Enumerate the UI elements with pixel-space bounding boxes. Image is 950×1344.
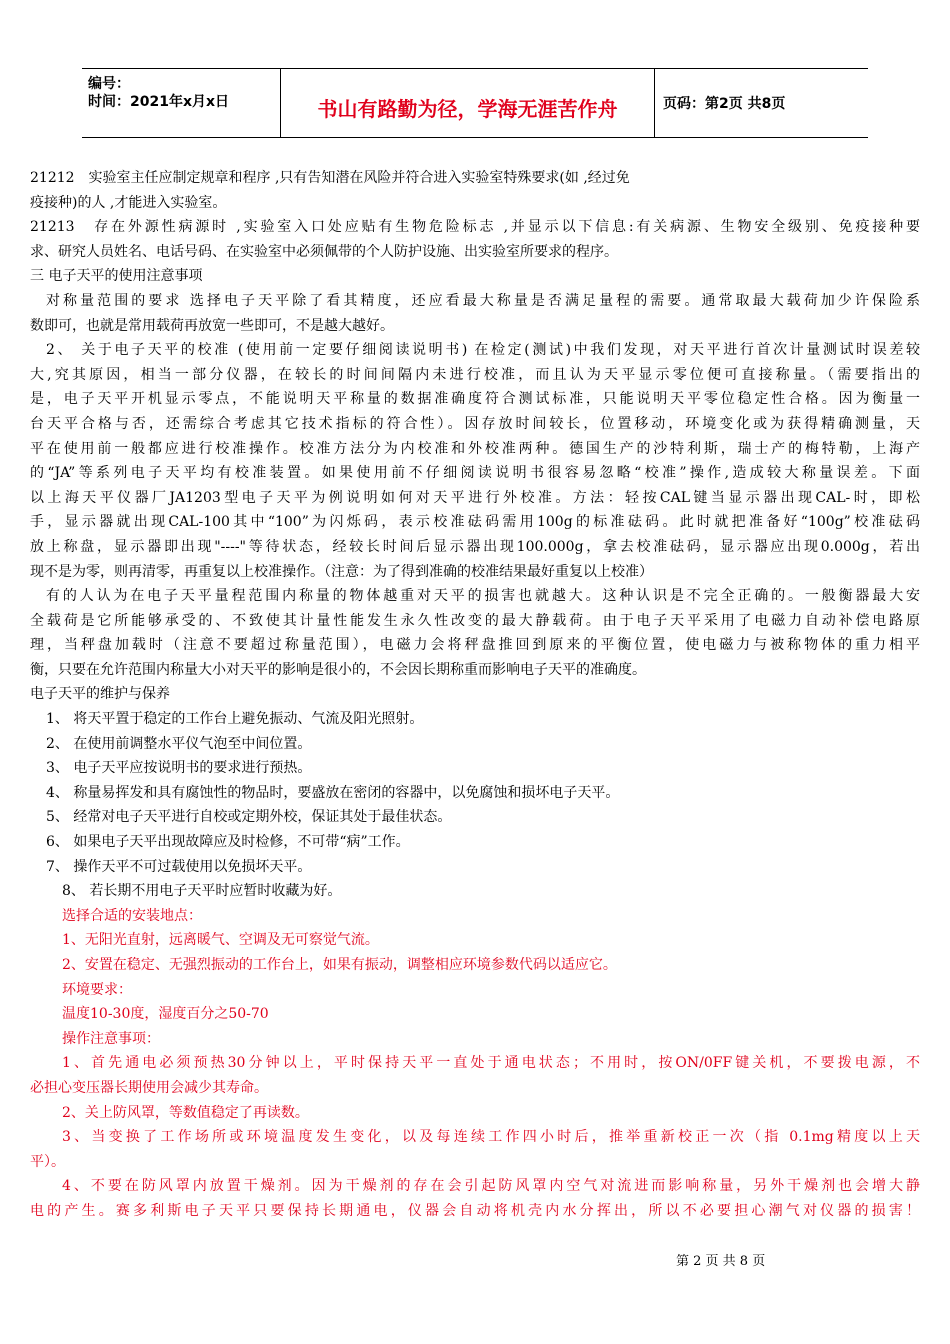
list-item: 5、 经常对电子天平进行自校或定期外校，保证其处于最佳状态。 bbox=[46, 809, 452, 826]
list-item: 3、 电子天平应按说明书的要求进行预热。 bbox=[46, 760, 312, 777]
text-line: 对称量范围的要求 选择电子天平除了看其精度，还应看最大称量是否满足量程的需要。通常取最大载荷加少许保险系 bbox=[46, 292, 920, 309]
page-info: 页码：第2页 共8页 bbox=[663, 96, 786, 112]
red-heading: 操作注意事项： bbox=[62, 1030, 160, 1047]
list-item: 2、 在使用前调整水平仪气泡至中间位置。 bbox=[46, 735, 312, 752]
red-text-line: 1、首先通电必须预热30分钟以上，平时保持天平一直处于通电状态；不用时，按ON/0FF键关机，不要拨电源，不 bbox=[62, 1055, 920, 1072]
list-item: 8、 若长期不用电子天平时应暂时收藏为好。 bbox=[62, 883, 342, 900]
list-item: 4、 称量易挥发和具有腐蚀性的物品时，要盛放在密闭的容器中，以免腐蚀和损坏电子天平。 bbox=[46, 784, 620, 801]
red-text-line: 3、当变换了工作场所或环境温度发生变化，以及每连续工作四小时后，推举重新校正一次（指 0.1mg精度以上天 bbox=[62, 1129, 920, 1146]
list-item: 1、 将天平置于稳定的工作台上避免振动、气流及阳光照射。 bbox=[46, 711, 424, 728]
red-text-line: 必担心变压器长期使用会减少其寿命。 bbox=[30, 1079, 268, 1096]
text-line: 现不是为零，则再清零，再重复以上校准操作。（注意：为了得到准确的校准结果最好重复以上校准） bbox=[30, 563, 653, 580]
text-line: 疫接种)的人 ,才能进入实验室。 bbox=[30, 194, 227, 211]
text-line: 以上海天平仪器厂JA1203型电子天平为例说明如何对天平进行外校准。方法：轻按CAL键当显示器出现CAL-时，即松 bbox=[30, 489, 920, 506]
code-label: 编号： bbox=[88, 76, 130, 92]
header-motto-cell bbox=[281, 69, 655, 137]
motto: 书山有路勤为径，学海无涯苦作舟 bbox=[317, 97, 618, 121]
text-line: 大,究其原因，相当一部分仪器，在较长的时间间隔内未进行校准，而且认为天平显示零位便可直接称量。（需要指出的 bbox=[30, 366, 920, 383]
red-text-line: 4、不要在防风罩内放置干燥剂。因为干燥剂的存在会引起防风罩内空气对流进而影响称量，另外干燥剂也会增大静 bbox=[62, 1178, 920, 1195]
text-line: 手，显示器就出现CAL-100其中“100”为闪烁码，表示校准砝码需用100g的标准砝码。此时就把准备好“100g”校准砝码 bbox=[30, 514, 920, 531]
text-line: 21212 实验室主任应制定规章和程序 ,只有告知潜在风险并符合进入实验室特殊要求(如 ,经过免 bbox=[30, 170, 630, 186]
text-line: 2、 关于电子天平的校准 (使用前一定要仔细阅读说明书) 在检定(测试)中我们发现，对天平进行首次计量测试时误差较 bbox=[46, 342, 920, 359]
text-line: 台天平合格与否，还需综合考虑其它技术指标的符合性）。因存放时间较长，位置移动，环境变化或为获得精确测量，天 bbox=[30, 415, 920, 432]
page-header bbox=[82, 68, 868, 138]
list-item: 7、 操作天平不可过载使用以免损坏天平。 bbox=[46, 858, 312, 875]
header-info-cell bbox=[82, 69, 281, 137]
red-text-line: 温度10-30度，湿度百分之50-70 bbox=[62, 1006, 269, 1023]
text-line: 是，电子天平开机显示零点，不能说明天平称量的数据准确度符合测试标准，只能说明天平零位稳定性合格。因为衡量一 bbox=[30, 391, 920, 408]
text-line: 平在使用前一般都应进行校准操作。校准方法分为内校准和外校准两种。德国生产的沙特利斯，瑞士产的梅特勒，上海产 bbox=[30, 440, 920, 457]
page-footer: 第 2 页 共 8 页 bbox=[676, 1254, 766, 1269]
red-text-line: 电的产生。赛多利斯电子天平只要保持长期通电，仪器会自动将机壳内水分挥出，所以不必要担心潮气对仪器的损害！ bbox=[30, 1202, 920, 1219]
red-text-line: 2、关上防风罩，等数值稳定了再读数。 bbox=[62, 1104, 309, 1121]
text-line: 数即可，也就是常用载荷再放宽一些即可，不是越大越好。 bbox=[30, 317, 394, 334]
text-line: 求、研究人员姓名、电话号码、在实验室中必须佩带的个人防护设施、出实验室所要求的程序。 bbox=[30, 243, 618, 260]
red-text-line: 平）。 bbox=[30, 1153, 65, 1170]
header-page-cell bbox=[655, 69, 868, 137]
red-text-line: 2、安置在稳定、无强烈振动的工作台上，如果有振动，调整相应环境参数代码以适应它。 bbox=[62, 957, 617, 973]
document-body bbox=[30, 166, 920, 1224]
red-heading: 环境要求： bbox=[62, 981, 132, 998]
red-text-line: 1、无阳光直射，远离暖气、空调及无可察觉气流。 bbox=[62, 932, 379, 949]
text-line: 有的人认为在电子天平量程范围内称量的物体越重对天平的损害也就越大。这种认识是不完全正确的。一般衡器最大安 bbox=[46, 588, 920, 605]
text-line: 理，当秤盘加载时（注意不要超过称量范围），电磁力会将秤盘推回到原来的平衡位置，使电磁力与被称物体的重力相平 bbox=[30, 637, 920, 654]
section-heading: 电子天平的维护与保养 bbox=[30, 686, 170, 703]
text-line: 衡，只要在允许范围内称量大小对天平的影响是很小的，不会因长期称重而影响电子天平的准确度。 bbox=[30, 661, 646, 678]
list-item: 6、 如果电子天平出现故障应及时检修，不可带“病”工作。 bbox=[46, 834, 410, 851]
section-heading: 三 电子天平的使用注意事项 bbox=[30, 268, 203, 285]
red-heading: 选择合适的安装地点： bbox=[62, 907, 202, 924]
text-line: 的“JA”等系列电子天平均有校准装置。如果使用前不仔细阅读说明书很容易忽略“校准”操作,造成较大称量误差。下面 bbox=[30, 465, 920, 482]
text-line: 全载荷是它所能够承受的、不致使其计量性能发生永久性改变的最大静载荷。由于电子天平采用了电磁力自动补偿电路原 bbox=[30, 612, 920, 629]
text-line: 21213 存在外源性病源时 ,实验室入口处应贴有生物危险标志 ,并显示以下信息:有关病源、生物安全级别、免疫接种要 bbox=[30, 219, 920, 236]
time-label: 时间：2021年x月x日 bbox=[88, 94, 230, 110]
text-line: 放上称盘，显示器即出现"----"等待状态，经较长时间后显示器出现100.000g，拿去校准砝码，显示器应出现0.000g，若出 bbox=[30, 538, 920, 555]
